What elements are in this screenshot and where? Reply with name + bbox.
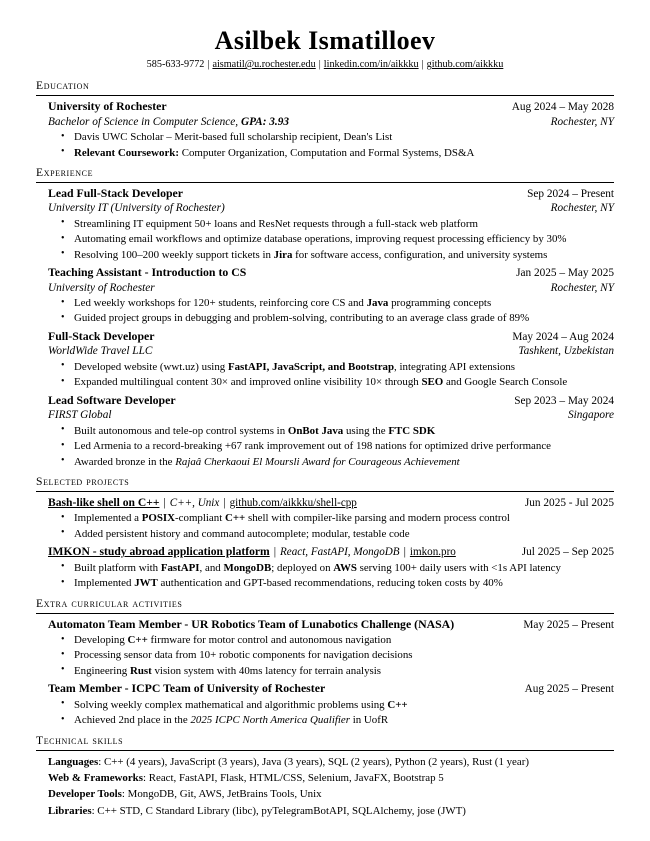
email-link[interactable]: aismatil@u.rochester.edu [212, 59, 316, 71]
list-item [72, 439, 614, 454]
bullet-lead: Relevant Coursework: [74, 146, 179, 159]
list-item [72, 698, 614, 713]
bullet-text-tail-3: serving 100+ daily users with <1s API latency [356, 561, 561, 574]
project-heading [48, 495, 357, 510]
job-dates: Jan 2025 – May 2025 [516, 267, 614, 280]
skills-list [36, 754, 614, 819]
bullet-emphasis-2: C++ [224, 512, 246, 525]
institution-name: University of Rochester [48, 99, 167, 114]
job-title: Full-Stack Developer [48, 328, 155, 343]
employer-name: FIRST Global [48, 409, 112, 422]
section-heading-projects: Selected projects [36, 475, 130, 489]
list-item [72, 424, 614, 439]
page-title: Asilbek Ismatilloev [214, 26, 436, 55]
award-name: Rajaâ Cherkaoui El Moursli Award for Courageous Achievement [175, 455, 460, 468]
skill-values: : React, FastAPI, Flask, HTML/CSS, Selenium, JavaFX, Bootstrap 5 [142, 771, 444, 784]
project-entry [36, 544, 614, 591]
experience-bullet-list [48, 360, 614, 391]
entry-subheader-row [48, 201, 614, 215]
section-heading-experience: Experience [36, 165, 94, 179]
education-entry [36, 99, 614, 161]
skill-category: Libraries [48, 804, 92, 817]
bullet-emphasis: FastAPI [160, 561, 200, 574]
bullet-text: Added persistent history and command autocomplete; modular, testable code [74, 527, 410, 540]
project-link[interactable]: imkon.pro [409, 546, 456, 559]
bullet-text-tail: firmware for motor control and autonomous navigation [147, 634, 392, 646]
section-rule-projects [36, 491, 614, 492]
list-item [72, 232, 614, 247]
bullet-text-tail: using the [343, 424, 389, 437]
bullet-emphasis: C++ [127, 634, 148, 646]
experience-entry [36, 329, 614, 391]
entry-header-row [48, 329, 614, 344]
institution-location: Rochester, NY [550, 115, 614, 128]
section-extracurricular [36, 598, 614, 729]
list-item [72, 664, 614, 679]
bullet-text-tail: and Google Search Console [443, 376, 568, 389]
skill-category: Web & Frameworks [48, 771, 143, 784]
job-location: Tashkent, Uzbekistan [518, 345, 614, 358]
bullet-text: Built autonomous and tele-op control systems in [74, 424, 288, 437]
entry-header-row [48, 186, 614, 201]
bullet-text-tail: -compliant [175, 512, 225, 525]
project-stack: C++, Unix [169, 496, 220, 509]
employer-name: WorldWide Travel LLC [48, 345, 153, 358]
job-dates: Sep 2024 – Present [527, 187, 614, 200]
bullet-emphasis-2: FTC SDK [388, 424, 436, 437]
bullet-text-tail-2: ; deployed on [271, 561, 334, 574]
section-rule-education [36, 95, 614, 96]
section-skills [36, 735, 614, 819]
activity-entry [36, 617, 614, 680]
job-title: Lead Full-Stack Developer [48, 185, 183, 200]
section-heading-skills: Technical skills [36, 733, 124, 747]
bullet-emphasis: FastAPI, JavaScript, and Bootstrap [227, 360, 395, 373]
skill-line-libraries [48, 803, 614, 819]
list-item [72, 576, 614, 591]
job-dates: May 2024 – Aug 2024 [512, 330, 614, 343]
bullet-text: Achieved 2nd place in the [74, 714, 191, 727]
experience-entry [36, 393, 614, 470]
job-title: Teaching Assistant - Introduction to CS [48, 265, 247, 280]
bullet-text-tail: in UofR [349, 714, 389, 727]
list-item [72, 248, 614, 263]
entry-subheader-row [48, 281, 614, 295]
bullet-text-tail: , and [199, 561, 224, 574]
section-rule-skills [36, 750, 614, 751]
job-dates: Sep 2023 – May 2024 [514, 394, 614, 407]
activity-bullet-list [48, 698, 614, 729]
linkedin-link[interactable]: linkedin.com/in/aikkku [323, 59, 419, 71]
project-bullet-list [48, 561, 614, 592]
job-location: Rochester, NY [550, 202, 614, 215]
activity-dates: May 2025 – Present [523, 618, 614, 631]
section-heading-education: Education [36, 79, 90, 93]
list-item [72, 360, 614, 375]
project-separator-1: | [273, 545, 277, 559]
bullet-text: Expanded multilingual content 30× and improved online visibility 10× through [74, 376, 422, 389]
list-item [72, 527, 614, 542]
list-item [72, 375, 614, 390]
skill-line-languages [48, 754, 614, 770]
contact-separator-3: | [421, 59, 424, 71]
experience-bullet-list [48, 296, 614, 327]
project-separator-2: | [223, 495, 226, 509]
project-dates: Jul 2025 – Sep 2025 [521, 546, 614, 559]
project-dates: Jun 2025 - Jul 2025 [524, 496, 614, 509]
skill-values: : MongoDB, Git, AWS, JetBrains Tools, Unix [121, 788, 322, 801]
list-item [72, 648, 614, 663]
list-item [72, 311, 614, 326]
list-item [72, 511, 614, 526]
bullet-text: Developing [74, 634, 128, 646]
phone-text: 585-633-9772 [146, 59, 205, 71]
bullet-emphasis-2: MongoDB [223, 561, 272, 574]
experience-entry [36, 265, 614, 327]
experience-bullet-list [48, 424, 614, 470]
bullet-text: Implemented [74, 577, 135, 590]
bullet-text-tail: authentication and GPT-based recommendations, reducing token costs by 40% [157, 577, 503, 590]
section-heading-extracurricular: Extra curricular activities [36, 596, 183, 610]
activity-bullet-list [48, 633, 614, 679]
bullet-text: Implemented a [74, 512, 142, 525]
project-name: Bash-like shell on C++ [48, 495, 160, 509]
bullet-text: Davis UWC Scholar – Merit-based full scholarship recipient, Dean's List [74, 131, 393, 144]
bullet-text: Guided project groups in debugging and problem-solving, contributing to an average class grade of 89% [74, 312, 530, 325]
entry-subheader-row [48, 115, 614, 129]
bullet-emphasis: Java [366, 297, 389, 309]
bullet-text-tail-2: shell with compiler-like parsing and modern process control [245, 512, 510, 525]
section-projects [36, 476, 614, 592]
list-item [72, 561, 614, 576]
project-separator-2: | [403, 545, 406, 559]
list-item [72, 633, 614, 648]
section-experience [36, 167, 614, 470]
bullet-text: Processing sensor data from 10+ robotic components for navigation decisions [74, 649, 413, 662]
bullet-emphasis: JWT [134, 577, 158, 590]
entry-header-row [48, 99, 614, 114]
skill-line-frameworks [48, 770, 614, 786]
entry-header-row [48, 495, 614, 510]
entry-header-row [48, 544, 614, 559]
gpa-value: GPA: 3.93 [240, 115, 290, 128]
project-separator-1: | [163, 495, 166, 509]
bullet-text: Engineering [74, 664, 130, 677]
bullet-text: Resolving 100–200 weekly support tickets in [74, 248, 274, 261]
entry-header-row [48, 265, 614, 280]
entry-header-row [48, 393, 614, 408]
skill-line-tools [48, 786, 614, 802]
list-item [72, 217, 614, 232]
bullet-text: Awarded bronze in the [74, 455, 176, 468]
project-stack: React, FastAPI, MongoDB [280, 546, 400, 559]
bullet-emphasis: POSIX [141, 512, 176, 525]
bullet-text: Developed website (wwt.uz) using [74, 360, 228, 373]
bullet-text-tail: , integrating API extensions [394, 360, 516, 373]
entry-subheader-row [48, 408, 614, 422]
bullet-text: Solving weekly complex mathematical and algorithmic problems using [74, 698, 388, 711]
section-education [36, 80, 614, 161]
employer-name: University IT (University of Rochester) [48, 202, 225, 215]
project-entry [36, 495, 614, 542]
employer-name: University of Rochester [48, 281, 155, 294]
skill-values: : C++ (4 years), JavaScript (3 years), Java (3 years), SQL (2 years), Python (2 years), Rust (1 year) [98, 755, 529, 768]
bullet-text: Computer Organization, Computation and Formal Systems, DS&A [178, 146, 475, 159]
institution-dates: Aug 2024 – May 2028 [511, 101, 614, 114]
bullet-text: Led Armenia to a record-breaking +67 rank improvement out of 198 nations for optimized drive performance [74, 440, 552, 453]
bullet-text-tail: for software access, configuration, and university systems [292, 248, 548, 261]
competition-name: 2025 ICPC North America Qualifier [190, 714, 350, 727]
list-item [72, 713, 614, 728]
contact-separator-1: | [207, 59, 210, 71]
bullet-text: Built platform with [74, 561, 161, 574]
list-item [72, 146, 614, 161]
activity-title: Automaton Team Member - UR Robotics Team of Lunabotics Challenge (NASA) [48, 616, 455, 631]
bullet-emphasis: SEO [421, 376, 444, 389]
contact-line [36, 58, 614, 71]
entry-header-row [48, 617, 614, 632]
contact-separator-2: | [318, 59, 321, 71]
bullet-text-tail: vision system with 40ms latency for terrain analysis [151, 664, 382, 677]
bullet-text: Automating email workflows and optimize database operations, improving request processing efficiency by 30% [74, 233, 567, 246]
section-rule-experience [36, 182, 614, 183]
job-title: Lead Software Developer [48, 392, 176, 407]
activity-title: Team Member - ICPC Team of University of Rochester [48, 681, 326, 696]
bullet-text-tail: programming concepts [388, 297, 492, 309]
project-name: IMKON - study abroad application platform [48, 545, 270, 559]
skill-values: : C++ STD, C Standard Library (libc), pyTelegramBotAPI, SQLAlchemy, jose (JWT) [91, 804, 466, 817]
github-link[interactable]: github.com/aikkku [426, 59, 504, 71]
skill-category: Languages [48, 755, 99, 768]
skill-category: Developer Tools [48, 788, 122, 801]
degree-label: Bachelor of Science in Computer Science, [48, 115, 241, 128]
bullet-emphasis-3: AWS [333, 561, 357, 574]
entry-header-row [48, 681, 614, 696]
bullet-text: Streamlining IT equipment 50+ loans and ResNet requests through a full-stack web platform [74, 217, 478, 230]
education-bullet-list [48, 130, 614, 161]
entry-subheader-row [48, 344, 614, 358]
project-heading [48, 544, 456, 559]
job-location: Singapore [567, 409, 614, 422]
job-location: Rochester, NY [550, 281, 614, 294]
bullet-text: Led weekly workshops for 120+ students, reinforcing core CS and [74, 297, 367, 309]
activity-entry [36, 681, 614, 728]
bullet-emphasis: Jira [273, 248, 293, 261]
degree-text [48, 115, 289, 129]
bullet-emphasis: C++ [387, 698, 408, 711]
activity-dates: Aug 2025 – Present [524, 683, 614, 696]
experience-bullet-list [48, 217, 614, 263]
bullet-emphasis: Rust [129, 664, 152, 677]
list-item [72, 296, 614, 311]
list-item [72, 455, 614, 470]
bullet-emphasis: OnBot Java [287, 424, 344, 437]
section-rule-extracurricular [36, 613, 614, 614]
project-bullet-list [48, 511, 614, 542]
list-item [72, 130, 614, 145]
experience-entry [36, 186, 614, 263]
project-link[interactable]: github.com/aikkku/shell-cpp [229, 496, 357, 509]
